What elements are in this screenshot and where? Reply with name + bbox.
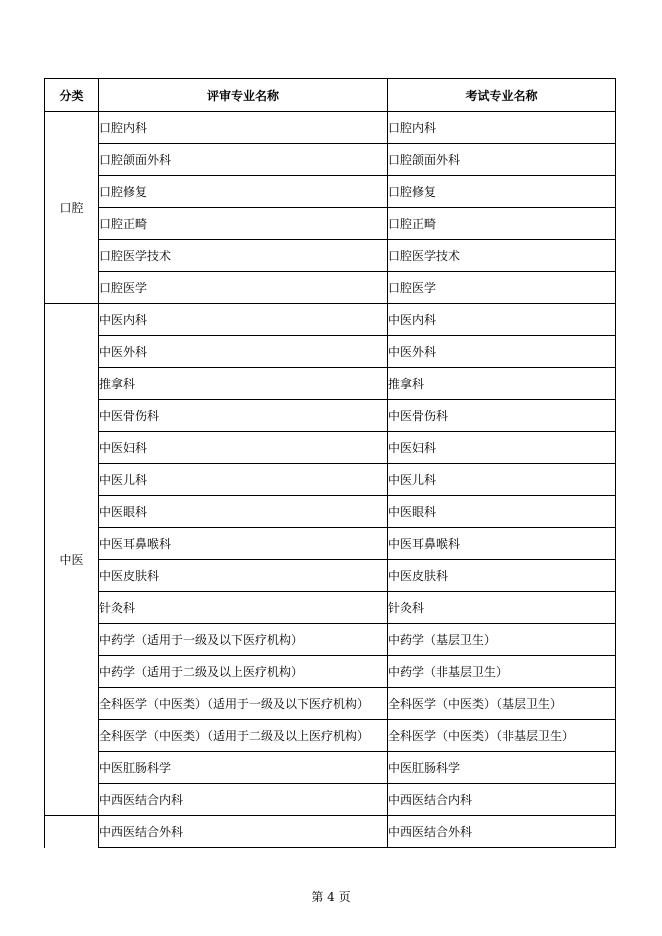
table-row: [45, 592, 616, 624]
review-name-cell: 推拿科: [99, 368, 388, 400]
review-name-cell: 中医眼科: [99, 496, 388, 528]
exam-name-cell: 中药学（基层卫生）: [388, 624, 616, 656]
exam-name-cell: 中西医结合内科: [388, 784, 616, 816]
exam-name-cell: 中西医结合外科: [388, 816, 616, 848]
table-row: [45, 784, 616, 816]
review-name-cell: 中医外科: [99, 336, 388, 368]
exam-name-cell: 中医内科: [388, 304, 616, 336]
review-name-cell: 中医妇科: [99, 432, 388, 464]
review-name-cell: 中药学（适用于一级及以下医疗机构）: [99, 624, 388, 656]
exam-name-cell: 口腔修复: [388, 176, 616, 208]
table-row: [45, 656, 616, 688]
table-row: [45, 464, 616, 496]
review-name-cell: 口腔内科: [99, 112, 388, 144]
exam-name-cell: 全科医学（中医类）（非基层卫生）: [388, 720, 616, 752]
exam-name-cell: 全科医学（中医类）（基层卫生）: [388, 688, 616, 720]
review-name-cell: 全科医学（中医类）（适用于二级及以上医疗机构）: [99, 720, 388, 752]
review-name-cell: 中药学（适用于二级及以上医疗机构）: [99, 656, 388, 688]
table-row: [45, 400, 616, 432]
table-row: [45, 688, 616, 720]
exam-name-cell: 推拿科: [388, 368, 616, 400]
table-body: [45, 112, 616, 848]
page-number: 第 4 页: [311, 890, 351, 904]
header-exam-name: 考试专业名称: [388, 79, 616, 112]
exam-name-cell: 口腔内科: [388, 112, 616, 144]
table-row: [45, 720, 616, 752]
review-name-cell: 针灸科: [99, 592, 388, 624]
table-row: [45, 816, 616, 848]
header-row: [45, 79, 616, 112]
category-cell: [45, 816, 99, 848]
category-cell: 口腔: [45, 112, 99, 304]
table-row: [45, 528, 616, 560]
exam-name-cell: 中医骨伤科: [388, 400, 616, 432]
exam-name-cell: 针灸科: [388, 592, 616, 624]
table-row: [45, 368, 616, 400]
table-row: [45, 176, 616, 208]
category-cell: 中医: [45, 304, 99, 816]
review-name-cell: 全科医学（中医类）（适用于一级及以下医疗机构）: [99, 688, 388, 720]
review-name-cell: 中医骨伤科: [99, 400, 388, 432]
header-category: 分类: [45, 79, 99, 112]
review-name-cell: 口腔医学: [99, 272, 388, 304]
exam-name-cell: 口腔颌面外科: [388, 144, 616, 176]
table-row: [45, 752, 616, 784]
review-name-cell: 口腔正畸: [99, 208, 388, 240]
review-name-cell: 中医儿科: [99, 464, 388, 496]
table-row: [45, 432, 616, 464]
review-name-cell: 中医内科: [99, 304, 388, 336]
table-row: [45, 560, 616, 592]
table-row: [45, 304, 616, 336]
specialty-table: [44, 78, 616, 848]
table-row: [45, 112, 616, 144]
table-row: [45, 496, 616, 528]
exam-name-cell: 中医眼科: [388, 496, 616, 528]
review-name-cell: 口腔医学技术: [99, 240, 388, 272]
review-name-cell: 中医肛肠科学: [99, 752, 388, 784]
table-row: [45, 624, 616, 656]
review-name-cell: 中医皮肤科: [99, 560, 388, 592]
exam-name-cell: 中医耳鼻喉科: [388, 528, 616, 560]
exam-name-cell: 中医肛肠科学: [388, 752, 616, 784]
exam-name-cell: 中医妇科: [388, 432, 616, 464]
exam-name-cell: 中医外科: [388, 336, 616, 368]
exam-name-cell: 中药学（非基层卫生）: [388, 656, 616, 688]
exam-name-cell: 口腔正畸: [388, 208, 616, 240]
exam-name-cell: 口腔医学: [388, 272, 616, 304]
table-row: [45, 272, 616, 304]
table-row: [45, 208, 616, 240]
table-row: [45, 336, 616, 368]
exam-name-cell: 口腔医学技术: [388, 240, 616, 272]
review-name-cell: 中西医结合内科: [99, 784, 388, 816]
review-name-cell: 口腔颌面外科: [99, 144, 388, 176]
exam-name-cell: 中医儿科: [388, 464, 616, 496]
review-name-cell: 中医耳鼻喉科: [99, 528, 388, 560]
exam-name-cell: 中医皮肤科: [388, 560, 616, 592]
header-review-name: 评审专业名称: [99, 79, 388, 112]
review-name-cell: 口腔修复: [99, 176, 388, 208]
table-row: [45, 144, 616, 176]
table-row: [45, 240, 616, 272]
review-name-cell: 中西医结合外科: [99, 816, 388, 848]
